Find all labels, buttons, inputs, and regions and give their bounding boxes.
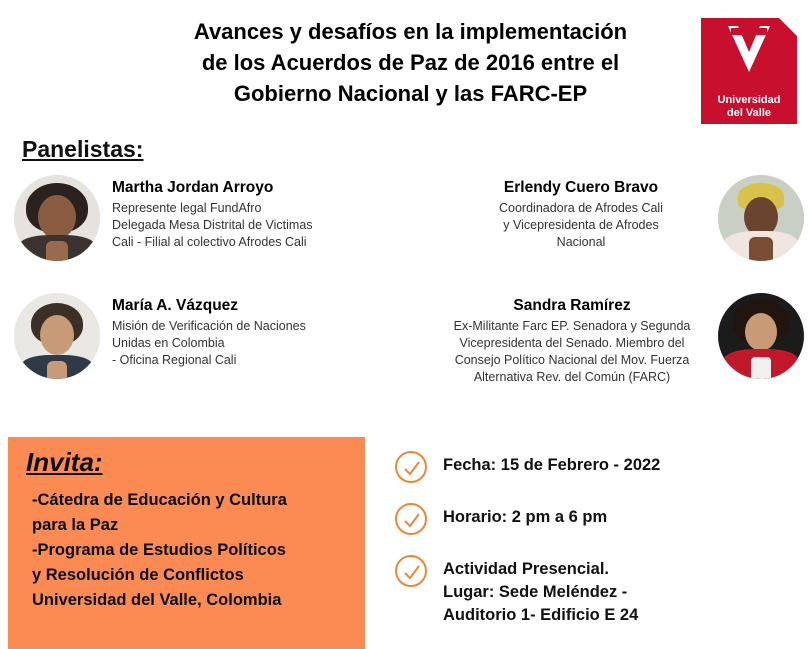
invitation-list: [26, 488, 349, 613]
invitation-line: -Programa de Estudios Políticos: [32, 541, 286, 559]
panelist-description: [112, 318, 306, 369]
panelist-desc-line: Cali - Filial al colectivo Afrodes Cali: [112, 235, 307, 249]
panelist-desc-line: Alternativa Rev. del Común (FARC): [473, 370, 671, 384]
panelist-desc-line: Vicepresidenta del Senado. Miembro del: [459, 336, 685, 350]
title-line-1: Avances y desafíos en la implementación: [193, 19, 628, 44]
invitation-line: -Cátedra de Educación y Cultura: [32, 491, 287, 509]
detail-line: Auditorio 1- Edificio E 24: [443, 606, 639, 624]
poster-footer: [0, 437, 811, 649]
panelist-desc-line: Delegada Mesa Distrital de Victimas: [112, 218, 313, 232]
panelists-label: Panelistas:: [22, 136, 144, 162]
check-circle-icon: [395, 555, 427, 587]
panelist-desc-line: Unidas en Colombia: [112, 336, 225, 350]
portrait-erlendy-cuero-bravo: [718, 175, 804, 261]
panelist-name: Martha Jordan Arroyo: [112, 179, 274, 196]
panelist-info: [456, 175, 706, 251]
invitation-line: Universidad del Valle, Colombia: [32, 591, 282, 609]
invitation-line: y Resolución de Conflictos: [32, 566, 244, 584]
detail-text: [443, 451, 660, 477]
detail-text: [443, 555, 638, 627]
invitation-block: [8, 437, 365, 649]
detail-line: Actividad Presencial.: [443, 560, 609, 578]
logo-name: [701, 92, 797, 124]
panelist-description: [456, 200, 706, 251]
logo-name-line-2: del Valle: [726, 107, 772, 119]
portrait-martha-jordan-arroyo: [14, 175, 100, 261]
event-details: [395, 451, 795, 647]
detail-text: [443, 503, 607, 529]
panelist-desc-line: y Vicepresidenta de Afrodes: [503, 218, 659, 232]
logo-mark-icon: [701, 18, 797, 92]
panelist-description: [438, 318, 706, 386]
panelist-desc-line: Nacional: [556, 235, 606, 249]
detail-line: Lugar: Sede Meléndez -: [443, 583, 628, 601]
panelists-grid: [0, 167, 811, 403]
panelist-info: [112, 175, 313, 251]
panelist-card-maria-a-vazquez: [14, 285, 404, 403]
panelist-info: [112, 293, 306, 369]
detail-line: Horario: 2 pm a 6 pm: [443, 508, 608, 526]
detail-row-schedule: [395, 503, 795, 535]
check-circle-icon: [395, 451, 427, 483]
page-title: [61, 16, 751, 109]
title-line-2: de los Acuerdos de Paz de 2016 entre el: [201, 50, 620, 75]
invitation-line: para la Paz: [32, 516, 119, 534]
detail-row-location: [395, 555, 795, 627]
panelist-desc-line: - Oficina Regional Cali: [112, 353, 237, 367]
panelist-desc-line: Ex-Militante Farc EP. Senadora y Segunda: [453, 319, 691, 333]
panelist-desc-line: Coordinadora de Afrodes Cali: [499, 201, 663, 215]
panelist-card-martha-jordan-arroyo: [14, 167, 404, 285]
panelist-card-erlendy-cuero-bravo: [404, 167, 804, 285]
portrait-sandra-ramirez: [718, 293, 804, 379]
poster-header: [0, 0, 811, 130]
panelist-desc-line: Represente legal FundAfro: [112, 201, 262, 215]
panelist-name: Sandra Ramírez: [513, 297, 631, 314]
check-circle-icon: [395, 503, 427, 535]
title-line-3: Gobierno Nacional y las FARC-EP: [233, 81, 588, 106]
universidad-del-valle-logo: [701, 18, 797, 120]
portrait-maria-a-vazquez: [14, 293, 100, 379]
panelist-name: Erlendy Cuero Bravo: [503, 179, 659, 196]
invitation-title: Invita:: [26, 447, 103, 477]
panelist-desc-line: Misión de Verificación de Naciones: [112, 319, 306, 333]
panelist-description: [112, 200, 313, 251]
logo-name-line-1: Universidad: [717, 94, 781, 106]
panelist-name: María A. Vázquez: [112, 297, 239, 314]
panelist-desc-line: Consejo Político Nacional del Mov. Fuerza: [454, 353, 690, 367]
detail-line: Fecha: 15 de Febrero - 2022: [443, 456, 661, 474]
panelist-info: [438, 293, 706, 386]
panelist-card-sandra-ramirez: [404, 285, 804, 403]
detail-row-date: [395, 451, 795, 483]
